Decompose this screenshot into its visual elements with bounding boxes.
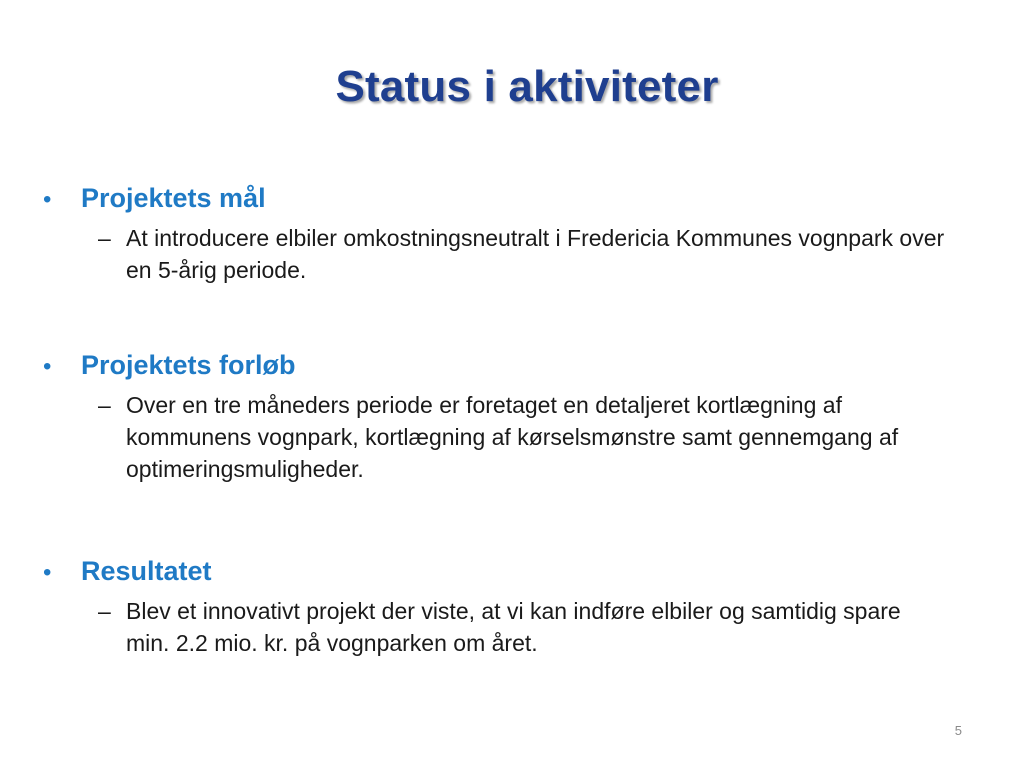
slide-title: Status i aktiviteter <box>335 62 719 111</box>
bullet-item <box>43 181 983 217</box>
section-process <box>43 348 983 485</box>
section-text: Blev et innovativt projekt der viste, at vi kan indføre elbiler og samtidig spare min. 2.2 mio. kr. på vognparken om året. <box>126 598 901 656</box>
section-goal <box>43 181 983 286</box>
bullet-icon: • <box>43 353 52 380</box>
sub-bullet-item <box>98 222 983 286</box>
slide-number: 5 <box>954 723 962 738</box>
section-heading: Resultatet <box>81 556 212 586</box>
section-heading: Projektets mål <box>81 183 266 213</box>
section-heading: Projektets forløb <box>81 350 296 380</box>
dash-icon: – <box>98 598 111 624</box>
bullet-icon: • <box>43 186 52 213</box>
dash-icon: – <box>98 392 111 418</box>
section-result <box>43 554 983 659</box>
section-text: Over en tre måneders periode er foretaget en detaljeret kortlægning af kommunens vognpark, kortlægning af kørselsmønstre samt gennemgang af optimeringsmuligheder. <box>126 392 899 482</box>
bullet-icon: • <box>43 559 52 586</box>
bullet-item <box>43 348 983 384</box>
section-text: At introducere elbiler omkostningsneutralt i Fredericia Kommunes vognpark over en 5-årig periode. <box>126 225 945 283</box>
bullet-item <box>43 554 983 590</box>
dash-icon: – <box>98 225 111 251</box>
sub-bullet-item <box>98 389 983 485</box>
sub-bullet-item <box>98 595 983 659</box>
